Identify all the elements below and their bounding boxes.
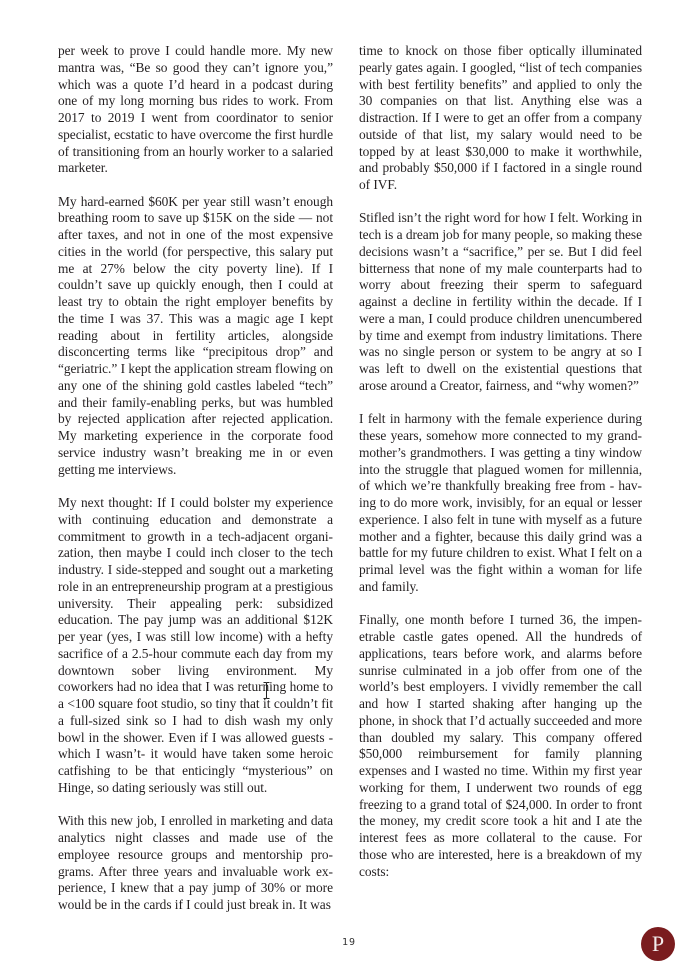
text-cursor-icon xyxy=(263,682,270,699)
left-text-column xyxy=(58,43,333,914)
paragraph-left-4: With this new job, I enrolled in marketing and data analytics night classes and made use of the employee resource groups and mentorship programs. After three years and invaluable work experience, I knew that a pay jump of 30% or more would be in the cards if I could just break in. It was xyxy=(58,813,333,913)
paragraph-left-1: per week to prove I could handle more. My new mantra was, “Be so good they can’t ignore you,” which was a quote I’d heard in a podcast during one of my long morning bus rides to work. From 2017 to 2019 I went from coordinator to senior specialist, ecstatic to have overcome the first hurdle of transitioning from an hourly worker to a salaried marketer. xyxy=(58,43,333,176)
paragraph-right-2: Stifled isn’t the right word for how I felt. Working in tech is a dream job for many people, so making these decisions wasn’t a “sacrifice,” per se. But I did feel bitterness that none of my male counterparts had to worry about freezing their sperm to safeguard against a decline in fertility within the decade. If I were a man, I could produce children unencumbered by time and exempt from industry limitations. There was no single person or system to be angry at so I was left to dwell on the existential questions that arose around a Creator, fairness, and “why women?” xyxy=(359,210,642,393)
page-number: 19 xyxy=(341,937,357,948)
paragraph-right-4: Finally, one month before I turned 36, the impenetrable castle gates opened. All the hundreds of applications, tears before work, and alarms before sunrise culminated in a job offer from one of the world’s best employers. I vividly remember the call and how I started shaking after hanging up the phone, in shock that I’d actually succeeded and more than doubled my salary. This company offered $50,000 reimbursement for family planning expenses and I wasted no time. Within my first year working for them, I underwent two rounds of egg freezing to a grand total of $24,000. In order to front the money, my credit score took a hit and I ate the interest fees as more collateral to the cause. For those who are interested, here is a breakdown of my costs: xyxy=(359,612,642,879)
logo-letter: P xyxy=(651,931,665,956)
paragraph-right-1: time to knock on those fiber optically illuminated pearly gates again. I googled, “list of tech companies with best fertility benefits” and applied to only the 30 companies on that list. Anything else was a distraction. If I were to get an offer from a company outside of that list, my salary would need to be topped by at least $30,000 to make it worthwhile, and probably $50,000 if I factored in a single round of IVF. xyxy=(359,43,642,192)
publisher-logo-icon xyxy=(641,927,675,961)
paragraph-right-3: I felt in harmony with the female experience during these years, somehow more connected to my grandmother’s grandmothers. I was getting a tiny window into the struggle that plagued women for millennia, of which we’re thankfully breaking free from - having to do more work, invisibly, for an equal or lesser experience. I also felt in tune with myself as a future mother and a fighter, because this daily grind was a battle for my future children to exist. What I felt on a primal level was the fight within a woman for life and family. xyxy=(359,411,642,594)
right-text-column xyxy=(359,43,642,880)
paragraph-left-2: My hard-earned $60K per year still wasn’t enough breathing room to save up $15K on the side — not after taxes, and not in one of the most expensive cities in the world (for perspective, this salary put me at 27% below the city poverty line). If I couldn’t save up quickly enough, then I could at least try to obtain the right employer benefits by the time I was 37. This was a magic age I kept reading about in fertility articles, alongside disconcerting terms like “precipitous drop” and “geriatric.” I kept the application stream flowing on any one of the shining gold castles labeled “tech” and their family-enabling perks, but was humbled by rejected application after rejected application. My marketing experience in the corporate food service industry wasn’t breaking me in or even getting me interviews. xyxy=(58,193,333,477)
paragraph-left-3: My next thought: If I could bolster my experience with continuing education and demonstrate a commitment to growth in a tech-adjacent organization, then maybe I could inch closer to the tech industry. I side-stepped and sought out a marketing role in an entrepreneurship program at a prestigious university. Their appealing perk: subsidized education. The pay jump was an additional $12K per year (yes, I was still low income) with a hefty sacrifice of a 2.5-hour commute each day from my downtown sober living environment. My coworkers had no idea that I was returning home to a <100 square foot studio, so tiny that it couldn’t fit a full-sized sink so I had to dish wash my only bowl in the shower. Even if I was allowed guests -which I wasn’t- it would have taken some heroic catfishing to be that enticingly “mysterious” on Hinge, so dating seriously was still out. xyxy=(58,495,333,795)
